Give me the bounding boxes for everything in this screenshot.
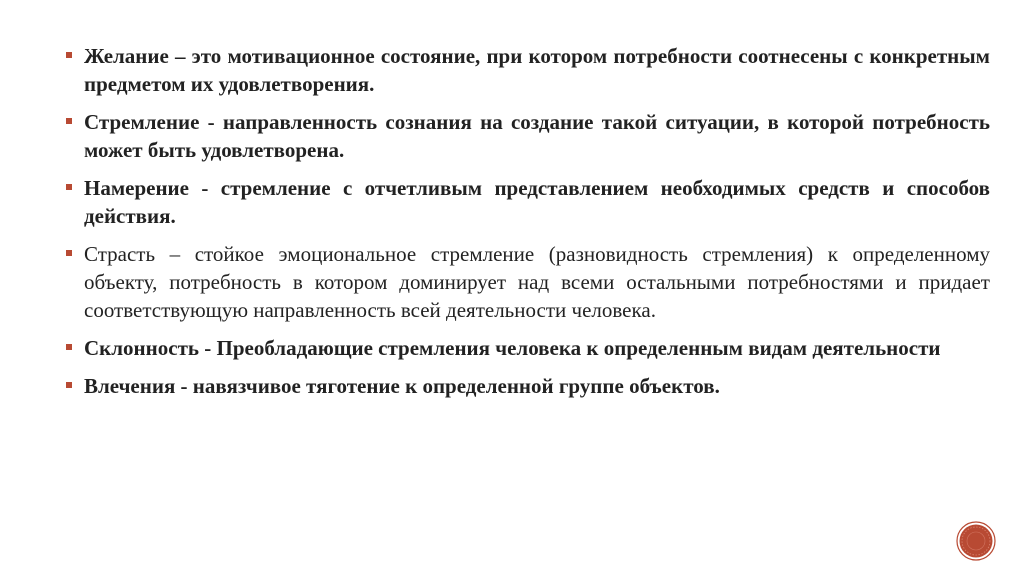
bullet-text: Страсть – стойкое эмоциональное стремление (разновидность стремления) к определенному объекту, потребность в котором доминирует над всеми остальными потребностями и придает соответствующую направленность всей деятельности человека. <box>84 242 990 322</box>
bullet-item-passion <box>66 240 990 324</box>
bullet-square-icon <box>66 52 72 58</box>
bullet-text: Желание – это мотивационное состояние, при котором потребности соотнесены с конкретным предметом их удовлетворения. <box>84 44 990 96</box>
bullet-text: Стремление - направленность сознания на создание такой ситуации, в которой потребность может быть удовлетворена. <box>84 110 990 162</box>
bullet-text: Склонность - Преобладающие стремления человека к определенным видам деятельности <box>84 336 941 360</box>
bullet-item-aspiration <box>66 108 990 164</box>
bullet-square-icon <box>66 118 72 124</box>
bullet-square-icon <box>66 250 72 256</box>
bullet-square-icon <box>66 382 72 388</box>
bullet-item-intention <box>66 174 990 230</box>
ornament-circle-icon <box>956 521 996 561</box>
bullet-text: Намерение - стремление с отчетливым представлением необходимых средств и способов действия. <box>84 176 990 228</box>
bullet-square-icon <box>66 184 72 190</box>
bullet-list <box>66 42 990 410</box>
bullet-item-inclination <box>66 334 990 362</box>
bullet-item-desire <box>66 42 990 98</box>
bullet-text: Влечения - навязчивое тяготение к определенной группе объектов. <box>84 374 720 398</box>
bullet-square-icon <box>66 344 72 350</box>
bullet-item-attraction <box>66 372 990 400</box>
